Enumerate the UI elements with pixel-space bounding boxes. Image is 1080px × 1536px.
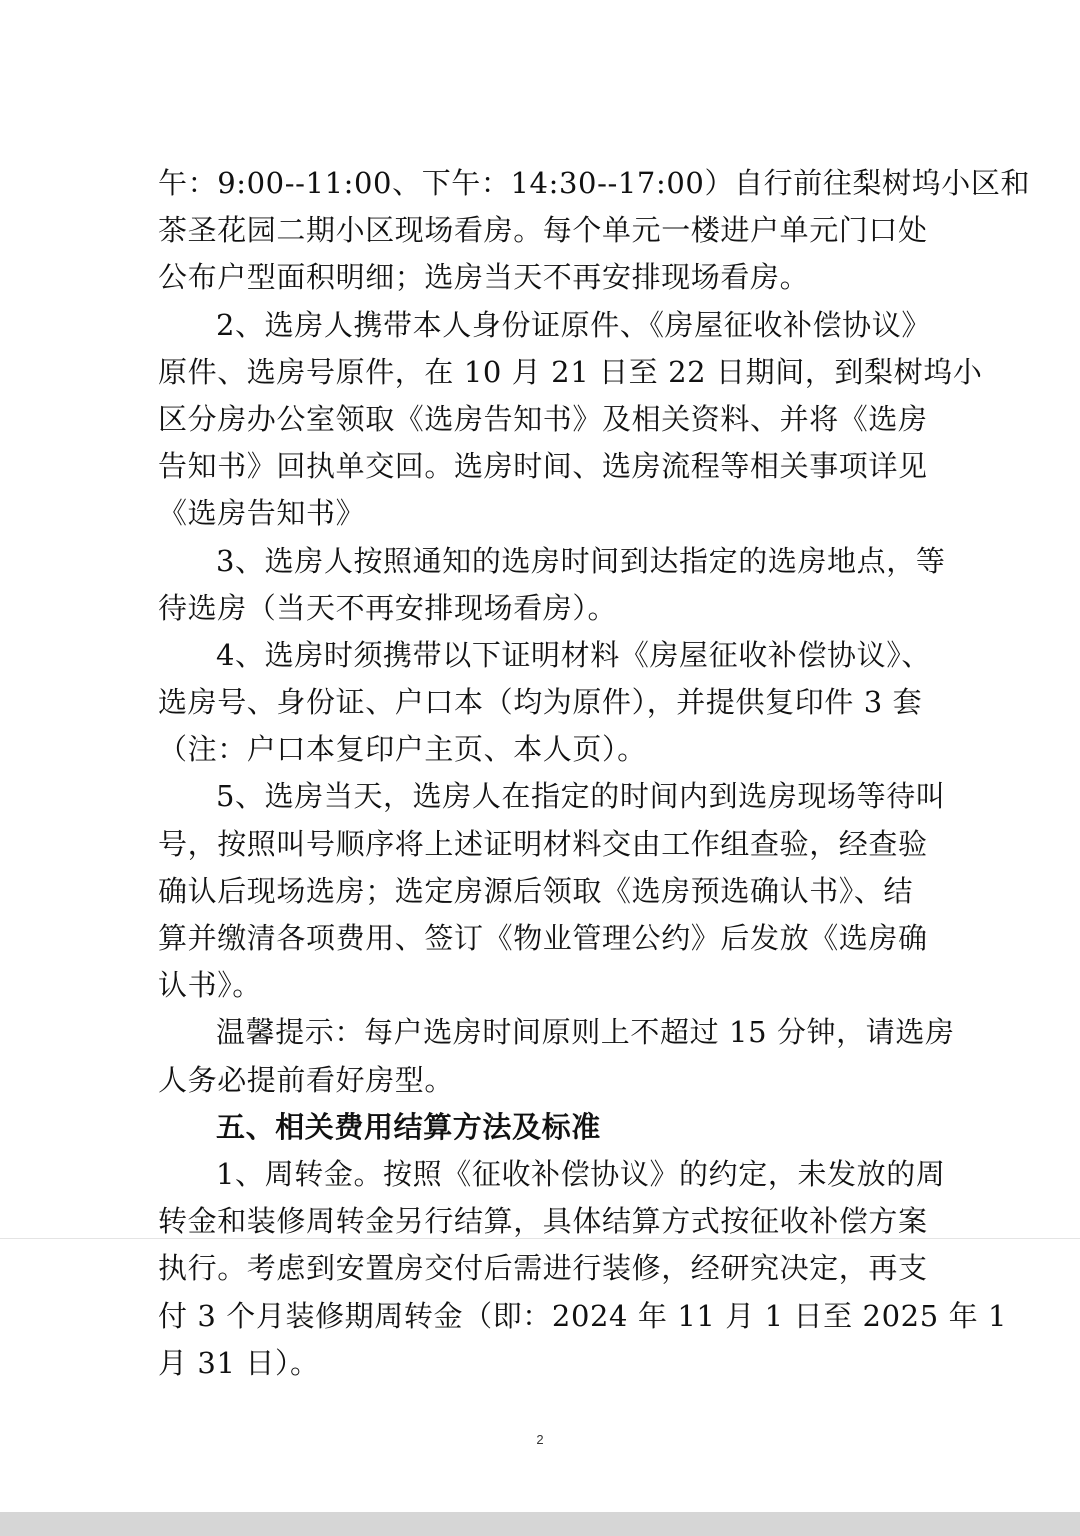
paragraph-start-line: 1、周转金。按照《征收补偿协议》的约定，未发放的周 xyxy=(216,1156,946,1191)
text-line: 公布户型面积明细；选房当天不再安排现场看房。 xyxy=(158,260,810,295)
text-line: 确认后现场选房；选定房源后领取《选房预选确认书》、结 xyxy=(158,873,914,908)
text-line: 原件、选房号原件，在 10 月 21 日至 22 日期间，到梨树坞小 xyxy=(158,354,983,389)
text-line: 月 31 日）。 xyxy=(158,1345,320,1380)
text-line: 付 3 个月装修期周转金（即：2024 年 11 月 1 日至 2025 年 1 xyxy=(158,1298,1008,1333)
bottom-scan-edge xyxy=(0,1512,1080,1536)
text-line: 选房号、身份证、户口本（均为原件），并提供复印件 3 套 xyxy=(158,685,923,720)
text-line: 区分房办公室领取《选房告知书》及相关资料、并将《选房 xyxy=(158,401,928,436)
text-line: 待选房（当天不再安排现场看房）。 xyxy=(158,590,618,625)
text-line: （注：户口本复印户主页、本人页）。 xyxy=(158,732,647,767)
text-line: 算并缴清各项费用、签订《物业管理公约》后发放《选房确 xyxy=(158,921,928,955)
text-line: 认书》。 xyxy=(158,968,262,1003)
paragraph-start-line: 4、选房时须携带以下证明材料《房屋征收补偿协议》、 xyxy=(216,637,931,672)
scan-artifact-line xyxy=(0,1238,1080,1239)
paragraph-start-line: 3、选房人按照通知的选房时间到达指定的选房地点，等 xyxy=(216,543,946,578)
paragraph-start-line: 2、选房人携带本人身份证原件、《房屋征收补偿协议》 xyxy=(216,307,931,342)
document-body xyxy=(158,160,1031,1387)
text-line: 告知书》回执单交回。选房时间、选房流程等相关事项详见 xyxy=(158,449,928,484)
text-line: 执行。考虑到安置房交付后需进行装修，经研究决定，再支 xyxy=(158,1251,928,1286)
text-line: 转金和装修周转金另行结算，具体结算方式按征收补偿方案 xyxy=(158,1204,928,1239)
reminder-line: 温馨提示：每户选房时间原则上不超过 15 分钟，请选房 xyxy=(216,1015,955,1050)
text-line: 《选房告知书》 xyxy=(158,496,366,531)
section-heading: 五、相关费用结算方法及标准 xyxy=(216,1109,601,1144)
text-line: 人务必提前看好房型。 xyxy=(158,1062,455,1097)
text-line: 号，按照叫号顺序将上述证明材料交由工作组查验，经查验 xyxy=(158,826,928,861)
paragraph-start-line: 5、选房当天，选房人在指定的时间内到选房现场等待叫 xyxy=(216,779,946,814)
text-line: 午：9:00--11:00、下午：14:30--17:00）自行前往梨树坞小区和 xyxy=(158,166,1031,200)
text-line: 茶圣花园二期小区现场看房。每个单元一楼进户单元门口处 xyxy=(158,213,928,248)
page-number: 2 xyxy=(536,1432,544,1447)
